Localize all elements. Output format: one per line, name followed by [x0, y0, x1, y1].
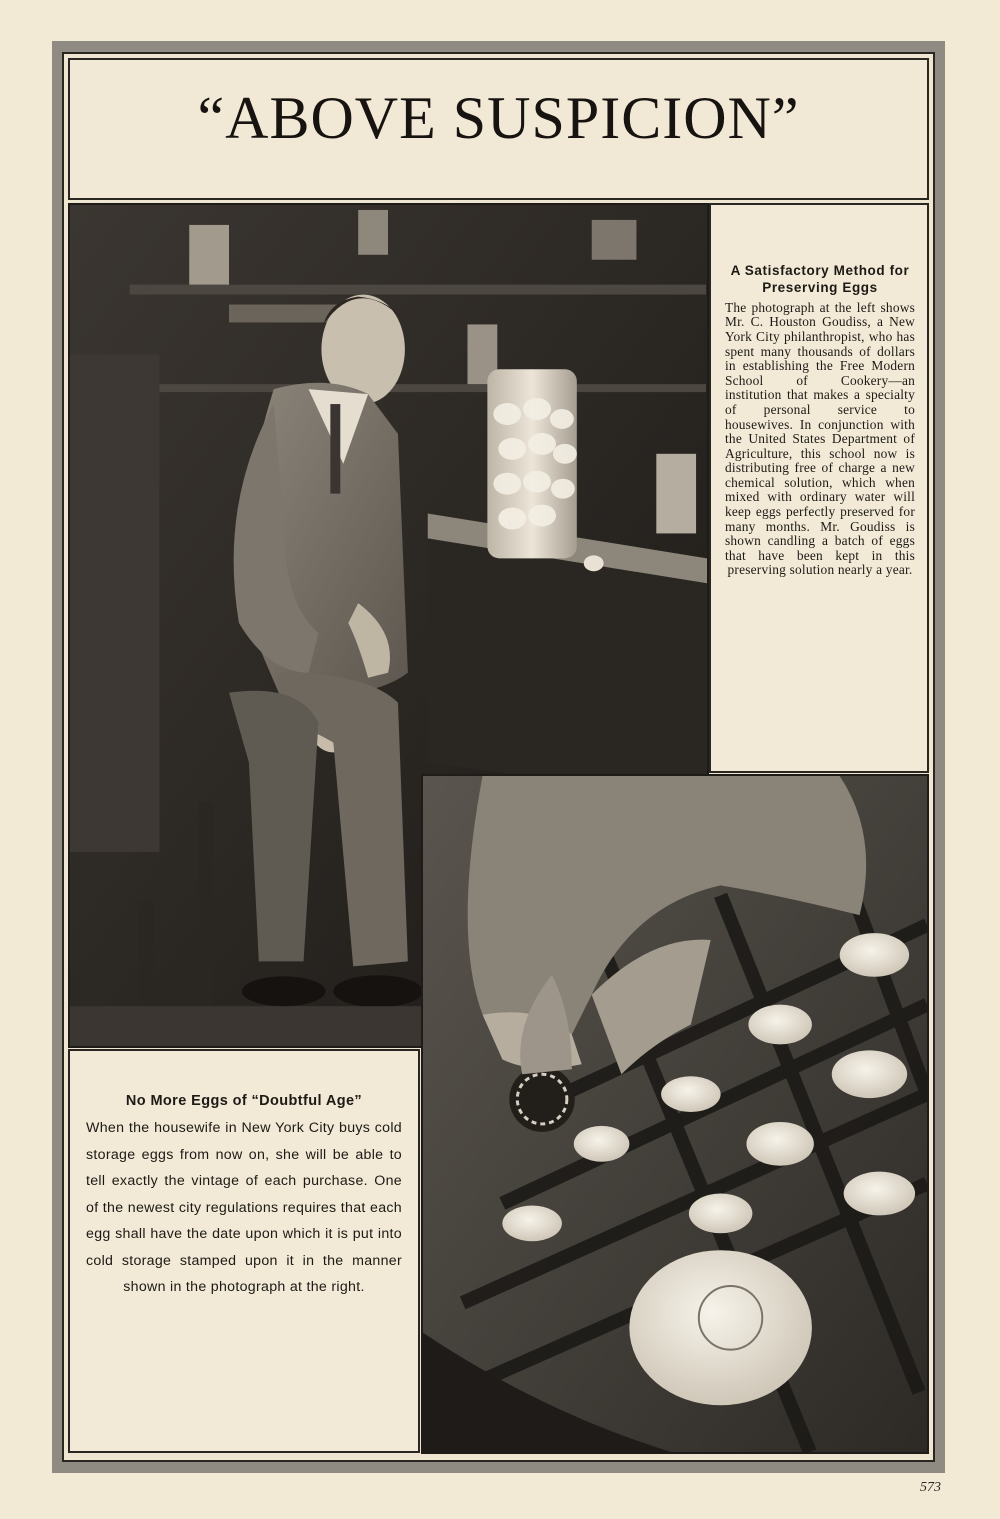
caption-heading: No More Eggs of “Doubtful Age”: [125, 1093, 363, 1109]
photo-hand-stamping-eggs: [421, 774, 929, 1454]
sidebar-body: The photograph at the left shows Mr. C. Houston Goudiss, a New York City philanthropist, who has spent many thousands of dollars in establishing the Free Modern School of Cookery—an institution that makes a specialty of personal service to housewives. In conjunction with the United States Department of Agriculture, this school now is distributing free of charge a new chemical solution, which when mixed with ordinary water will keep eggs perfectly preserved for many months. Mr. Goudiss is shown candling a batch of eggs that have been kept in this preserving solution nearly a year.: [725, 299, 915, 578]
photo-eggs-illustration: [423, 776, 927, 1452]
caption-text-box: [68, 1049, 420, 1453]
page-title: “ABOVE SUSPICION”: [197, 85, 800, 151]
title-box: [68, 58, 929, 200]
sidebar-text-box: [709, 203, 929, 773]
page-number: 573: [920, 1480, 941, 1495]
sidebar-heading: A Satisfactory Method for Preserving Eggs: [730, 263, 910, 295]
caption-body: When the housewife in New York City buys cold storage eggs from now on, she will be able to tell exactly the vintage of each purchase. One of the newest city regulations requires that each egg shall have the date upon which it is put into cold storage stamped upon it in the manner shown in the photograph at the right.: [86, 1120, 402, 1295]
